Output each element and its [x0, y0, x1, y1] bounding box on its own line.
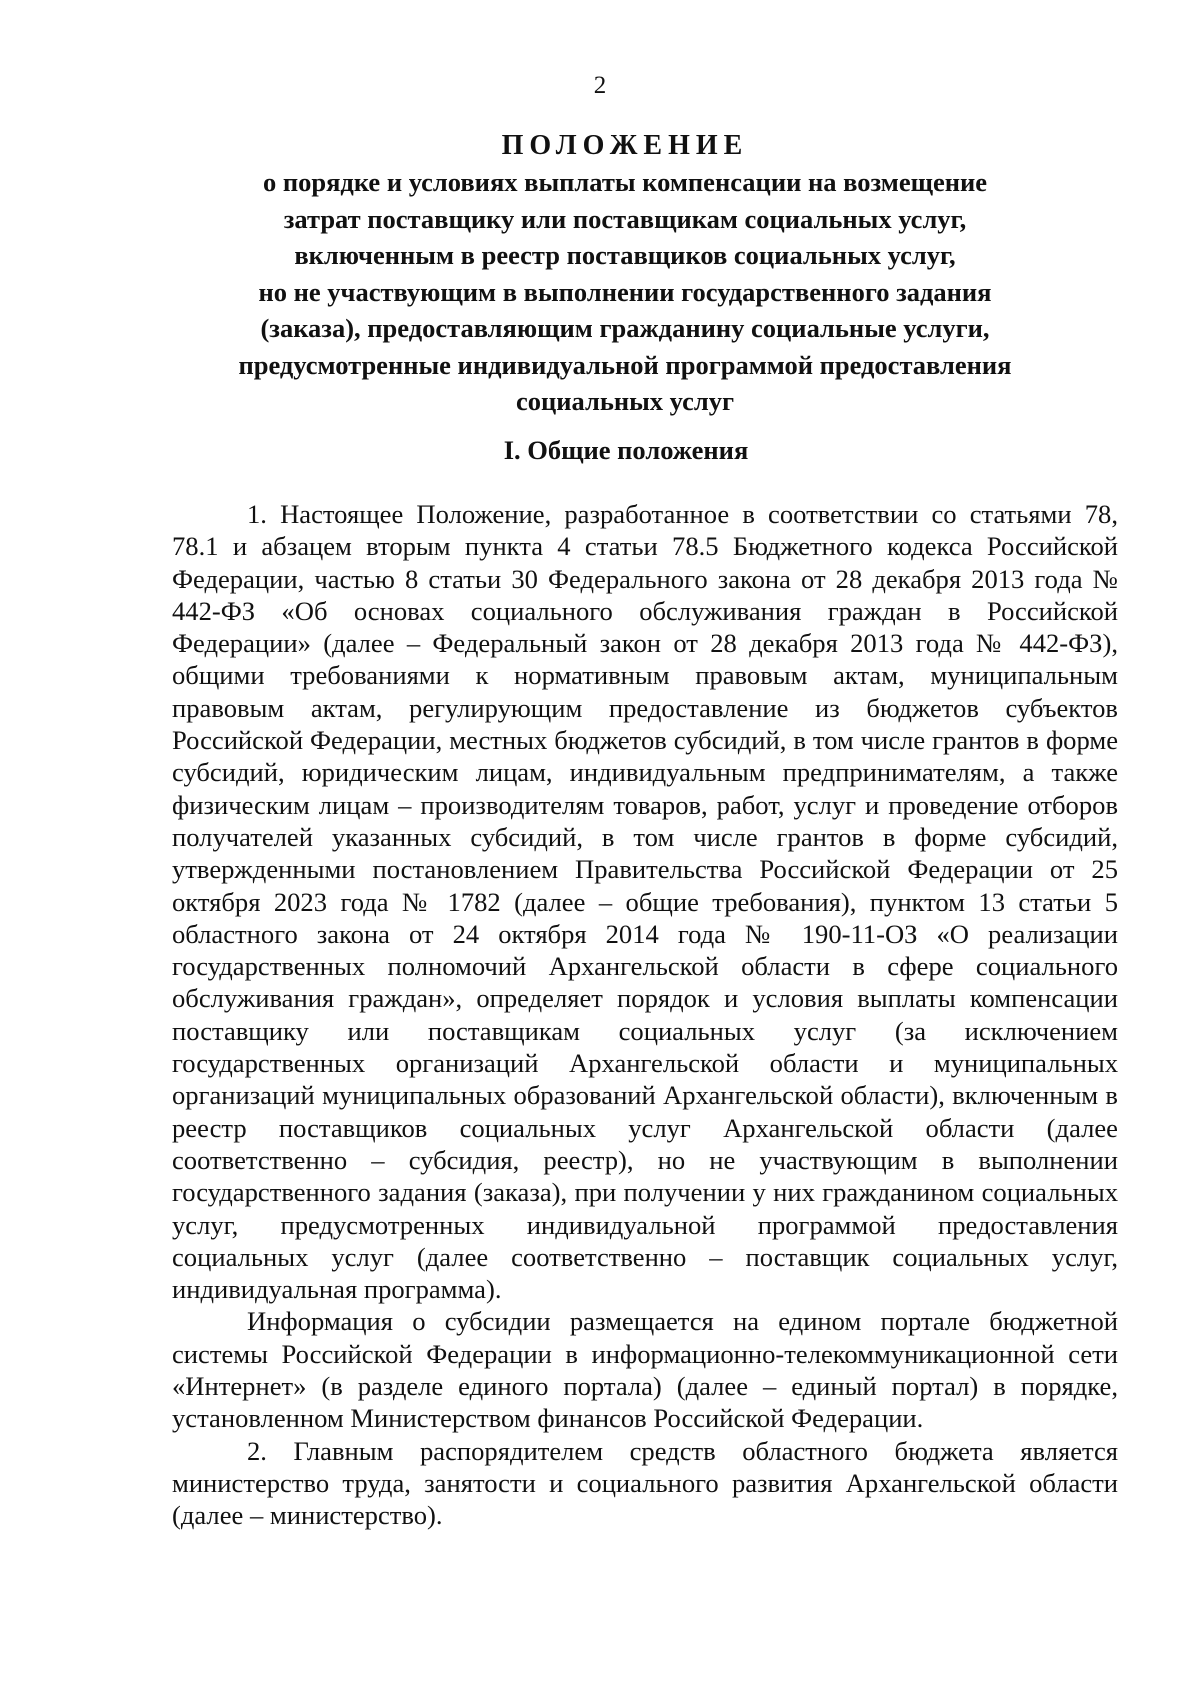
subtitle-line: (заказа), предоставляющим гражданину социальные услуги,	[260, 313, 990, 343]
section-heading: I. Общие положения	[503, 435, 749, 465]
subtitle-line: социальных услуг	[515, 386, 735, 416]
paragraph-2: Информация о субсидии размещается на едином портале бюджетной системы Российской Федерации в информационно-телекоммуникационной сети «Интернет» (в разделе единого портала) (далее – единый портал) в порядке, установленном Министерством финансов Российской Федерации.	[172, 1306, 1118, 1434]
subtitle-line: затрат поставщику или поставщикам социальных услуг,	[283, 203, 967, 234]
paragraph-3: 2. Главным распорядителем средств областного бюджета является министерство труда, занятости и социального развития Архангельской области (далее – министерство).	[172, 1435, 1118, 1531]
subtitle-line: включенным в реестр поставщиков социальных услуг,	[294, 240, 956, 270]
subtitle-line: о порядке и условиях выплаты компенсации на возмещение	[262, 167, 988, 197]
page-number: 2	[593, 72, 607, 99]
subtitle-line: но не участвующим в выполнении государственного задания	[258, 276, 992, 307]
paragraph-1: 1. Настоящее Положение, разработанное в соответствии со статьями 78, 78.1 и абзацем вторым пункта 4 статьи 78.5 Бюджетного кодекса Российской Федерации, частью 8 статьи 30 Федерального закона от 28 декабря 2013 года № 442-ФЗ «Об основах социального обслуживания граждан в Российской Федерации» (далее – Федеральный закон от 28 декабря 2013 года № 442-ФЗ), общими требованиями к нормативным правовым актам, муниципальным правовым актам, регулирующим предоставление из бюджетов субъектов Российской Федерации, местных бюджетов субсидий, в том числе грантов в форме субсидий, юридическим лицам, индивидуальным предпринимателям, а также физическим лицам – производителям товаров, работ, услуг и проведение отборов получателей указанных субсидий, в том числе грантов в форме субсидий, утвержденными постановлением Правительства Российской Федерации от 25 октября 2023 года № 1782 (далее – общие требования), пунктом 13 статьи 5 областного закона от 24 октября 2014 года № 190-11-ОЗ «О реализации государственных полномочий Архангельской области в сфере социального обслуживания граждан», определяет порядок и условия выплаты компенсации поставщику или поставщикам социальных услуг (за исключением государственных организаций Архангельской области и муниципальных организаций муниципальных образований Архангельской области), включенным в реестр поставщиков социальных услуг Архангельской области (далее соответственно – субсидия, реестр), но не участвующим в выполнении государственного задания (заказа), при получении у них гражданином социальных услуг, предусмотренных индивидуальной программой предоставления социальных услуг (далее соответственно – поставщик социальных услуг, индивидуальная программа).	[172, 499, 1118, 1305]
subtitle-line: предусмотренные индивидуальной программой предоставления	[238, 349, 1012, 380]
document-header	[160, 128, 1090, 420]
document-title: ПОЛОЖЕНИЕ	[501, 130, 749, 161]
document-subtitle	[160, 164, 1090, 420]
section-body	[172, 498, 1118, 1532]
